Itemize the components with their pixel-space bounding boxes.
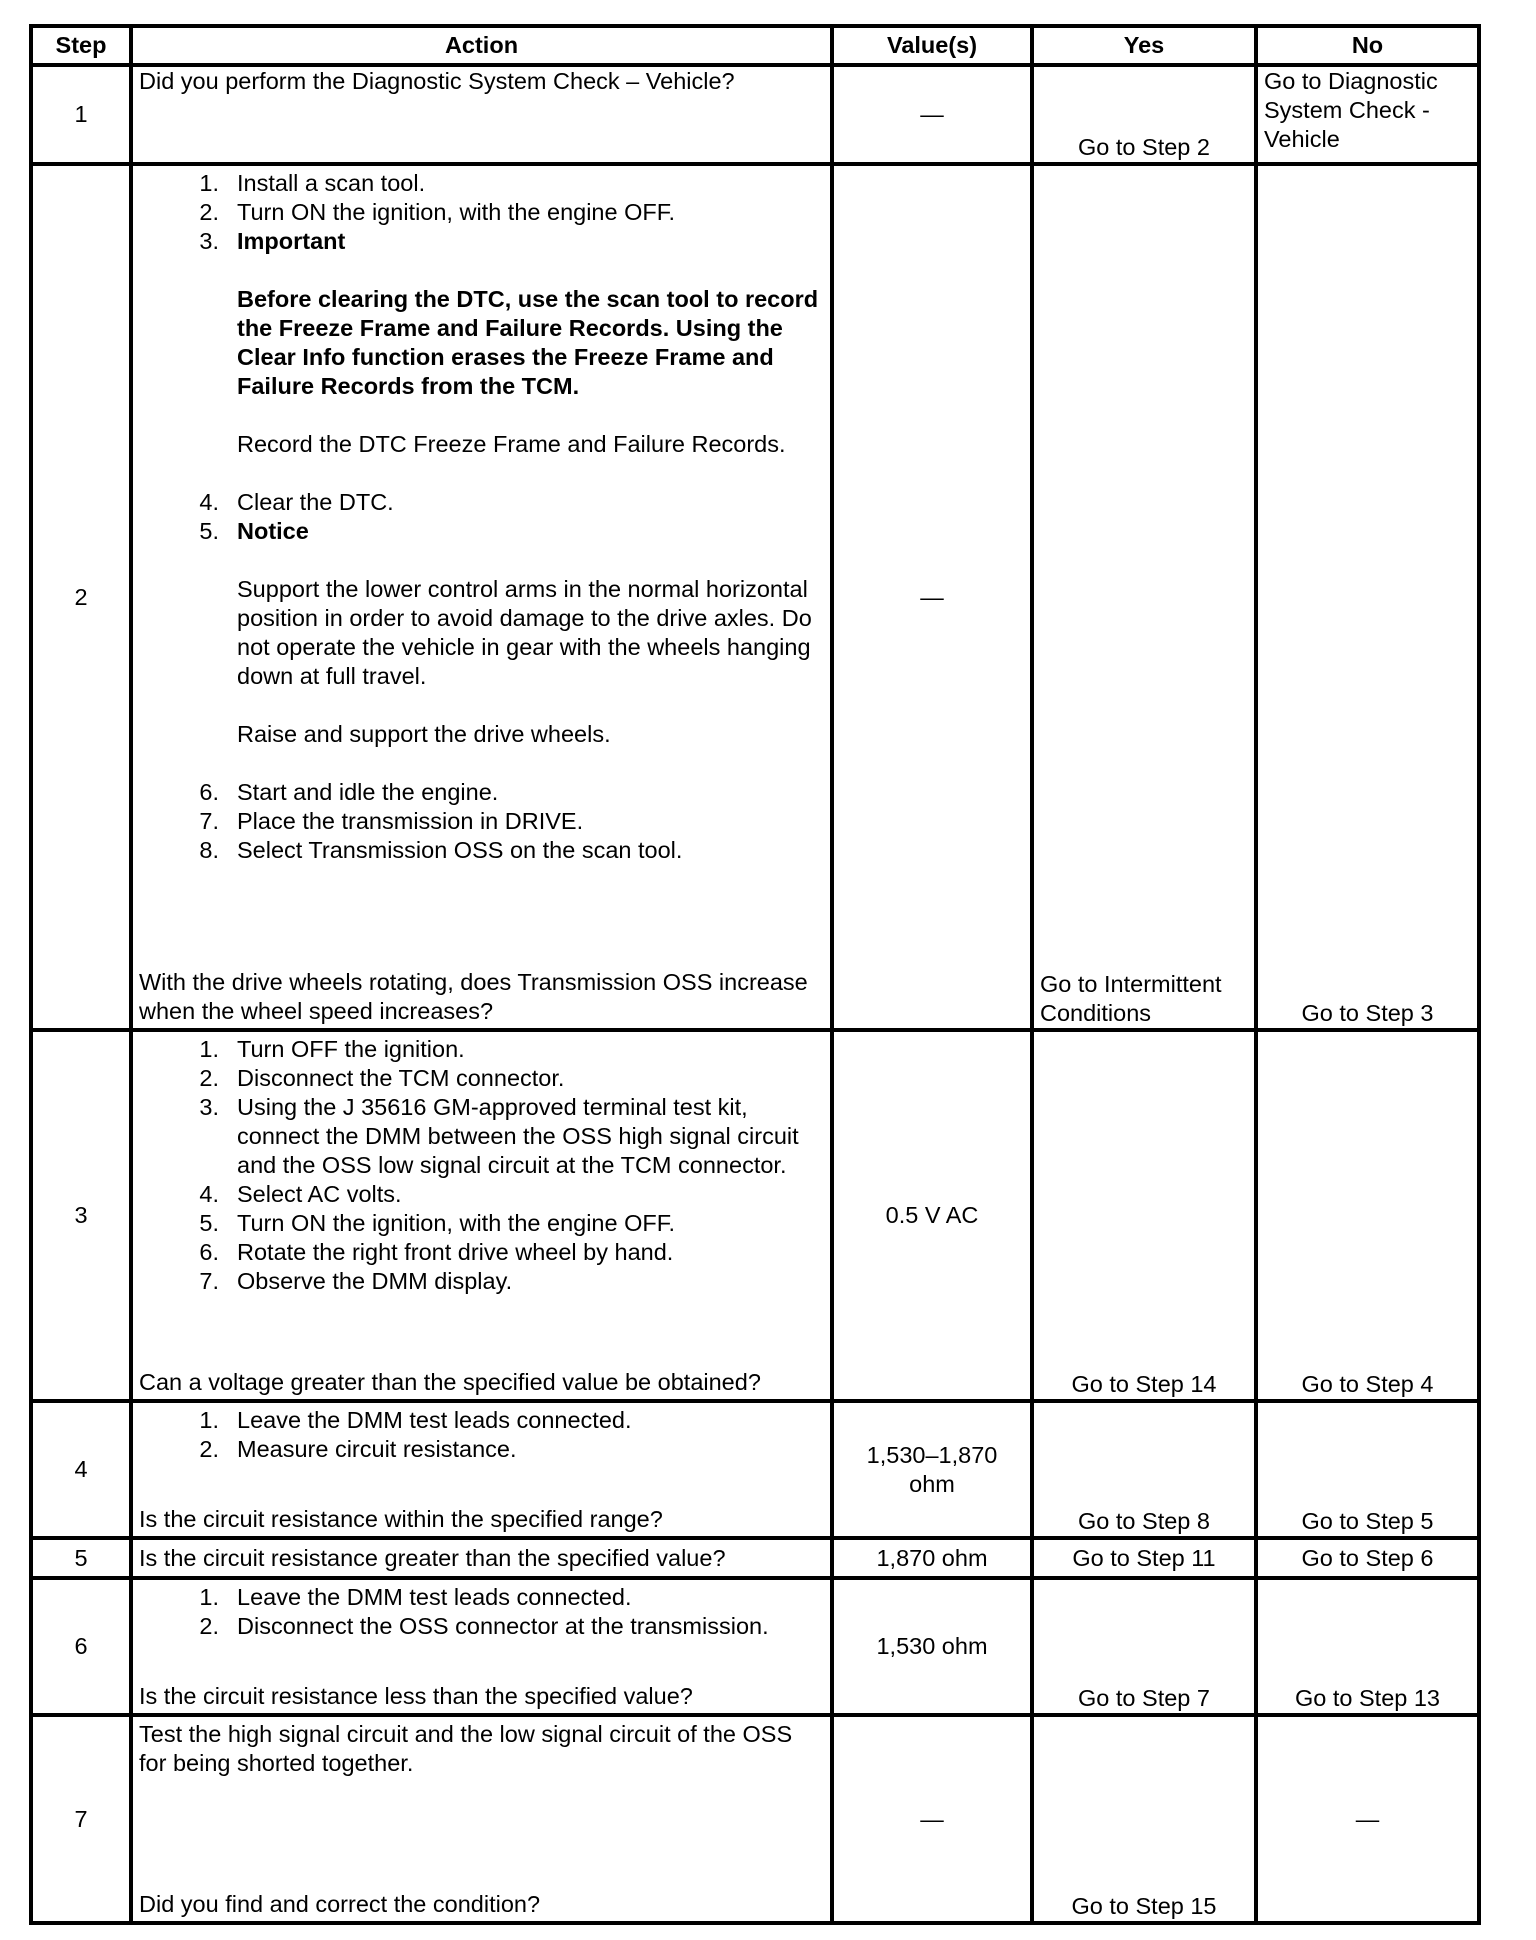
action-steps — [139, 1035, 824, 1296]
table-row-step-5 — [31, 1538, 1479, 1578]
important-note: Before clearing the DTC, use the scan tool to record the Freeze Frame and Failure Records. Using the Clear Info function erases the Freeze Frame and Failure Records from the TCM. — [237, 286, 819, 399]
yes-cell: Go to Step 7 — [1032, 1578, 1256, 1715]
list-item: 1. Turn OFF the ignition. — [199, 1036, 465, 1062]
yes-cell: Go to Step 8 — [1032, 1401, 1256, 1538]
action-question: Is the circuit resistance greater than the specified value? — [139, 1544, 726, 1571]
list-item: 5. Turn ON the ignition, with the engine OFF. — [199, 1210, 676, 1236]
value-cell: — — [832, 164, 1032, 1030]
action-question: Did you find and correct the condition? — [139, 1891, 541, 1917]
list-item: 3. Important — [199, 228, 346, 254]
step-number: 7 — [31, 1715, 131, 1923]
action-cell — [131, 164, 832, 1030]
action-cell — [131, 1030, 832, 1401]
action-steps — [139, 169, 824, 256]
action-steps — [139, 1583, 824, 1641]
step-number: 5 — [31, 1538, 131, 1578]
step-number: 2 — [31, 164, 131, 1030]
yes-cell: Go to Intermittent Conditions — [1032, 164, 1256, 1030]
value-cell: — — [832, 65, 1032, 164]
list-item: 1. Leave the DMM test leads connected. — [199, 1584, 632, 1610]
list-item: 6. Rotate the right front drive wheel by hand. — [199, 1239, 674, 1265]
step-number: 1 — [31, 65, 131, 164]
action-lead: Test the high signal circuit and the low signal circuit of the OSS for being shorted together. — [139, 1721, 793, 1776]
list-item: 8. Select Transmission OSS on the scan tool. — [199, 837, 683, 863]
step-number: 6 — [31, 1578, 131, 1715]
action-cell — [131, 1538, 832, 1578]
action-cell — [131, 1578, 832, 1715]
header-row — [31, 26, 1479, 65]
table-row-step-2 — [31, 164, 1479, 1030]
list-item: 2. Disconnect the OSS connector at the transmission. — [199, 1613, 769, 1639]
diagnostic-table — [29, 24, 1481, 1925]
value-cell: 1,870 ohm — [832, 1538, 1032, 1578]
yes-cell: Go to Step 15 — [1032, 1715, 1256, 1923]
notice-note: Support the lower control arms in the normal horizontal position in order to avoid damage to the drive axles. Do not operate the vehicle in gear with the wheels hanging down at full travel. — [237, 576, 812, 689]
list-item: 4. Select AC volts. — [199, 1181, 402, 1207]
header-action: Action — [131, 26, 832, 65]
list-item: 1. Leave the DMM test leads connected. — [199, 1407, 632, 1433]
header-values: Value(s) — [832, 26, 1032, 65]
record-instruction: Record the DTC Freeze Frame and Failure Records. — [237, 431, 786, 457]
no-cell: Go to Step 3 — [1256, 164, 1479, 1030]
action-question: Did you perform the Diagnostic System Check – Vehicle? — [139, 68, 735, 94]
action-question: Can a voltage greater than the specified value be obtained? — [139, 1369, 761, 1395]
action-steps — [139, 1406, 824, 1464]
no-cell: Go to Diagnostic System Check - Vehicle — [1256, 65, 1479, 164]
list-item: 2. Turn ON the ignition, with the engine OFF. — [199, 199, 676, 225]
value-cell: 1,530–1,870 ohm — [832, 1401, 1032, 1538]
list-item: 2. Disconnect the TCM connector. — [199, 1065, 565, 1091]
raise-instruction: Raise and support the drive wheels. — [237, 721, 611, 747]
value-cell: 0.5 V AC — [832, 1030, 1032, 1401]
action-question: With the drive wheels rotating, does Transmission OSS increase when the wheel speed increases? — [139, 969, 808, 1024]
value-cell: 1,530 ohm — [832, 1578, 1032, 1715]
value-cell: — — [832, 1715, 1032, 1923]
action-steps-cont — [139, 488, 824, 546]
table-row-step-1 — [31, 65, 1479, 164]
action-cell — [131, 1401, 832, 1538]
table-row-step-6 — [31, 1578, 1479, 1715]
action-cell — [131, 65, 832, 164]
no-cell: Go to Step 5 — [1256, 1401, 1479, 1538]
table-row-step-7 — [31, 1715, 1479, 1923]
no-cell: Go to Step 13 — [1256, 1578, 1479, 1715]
step-number: 4 — [31, 1401, 131, 1538]
action-question: Is the circuit resistance within the specified range? — [139, 1506, 663, 1532]
header-yes: Yes — [1032, 26, 1256, 65]
no-cell: — — [1256, 1715, 1479, 1923]
list-item: 6. Start and idle the engine. — [199, 779, 499, 805]
header-step: Step — [31, 26, 131, 65]
header-no: No — [1256, 26, 1479, 65]
list-item: 5. Notice — [199, 518, 309, 544]
list-item: 4. Clear the DTC. — [199, 489, 394, 515]
no-cell: Go to Step 4 — [1256, 1030, 1479, 1401]
list-item: 7. Observe the DMM display. — [199, 1268, 513, 1294]
no-cell: Go to Step 6 — [1256, 1538, 1479, 1578]
list-item: 7. Place the transmission in DRIVE. — [199, 808, 584, 834]
yes-cell: Go to Step 14 — [1032, 1030, 1256, 1401]
action-question: Is the circuit resistance less than the specified value? — [139, 1683, 693, 1709]
table-row-step-4 — [31, 1401, 1479, 1538]
list-item: 3. Using the J 35616 GM-approved terminal test kit, connect the DMM between the OSS high signal circuit and the OSS low signal circuit at the TCM connector. — [199, 1094, 799, 1178]
yes-cell: Go to Step 2 — [1032, 65, 1256, 164]
list-item: 1. Install a scan tool. — [199, 170, 426, 196]
step-number: 3 — [31, 1030, 131, 1401]
table-row-step-3 — [31, 1030, 1479, 1401]
list-item: 2. Measure circuit resistance. — [199, 1436, 517, 1462]
action-cell — [131, 1715, 832, 1923]
action-steps-cont — [139, 778, 824, 865]
yes-cell: Go to Step 11 — [1032, 1538, 1256, 1578]
